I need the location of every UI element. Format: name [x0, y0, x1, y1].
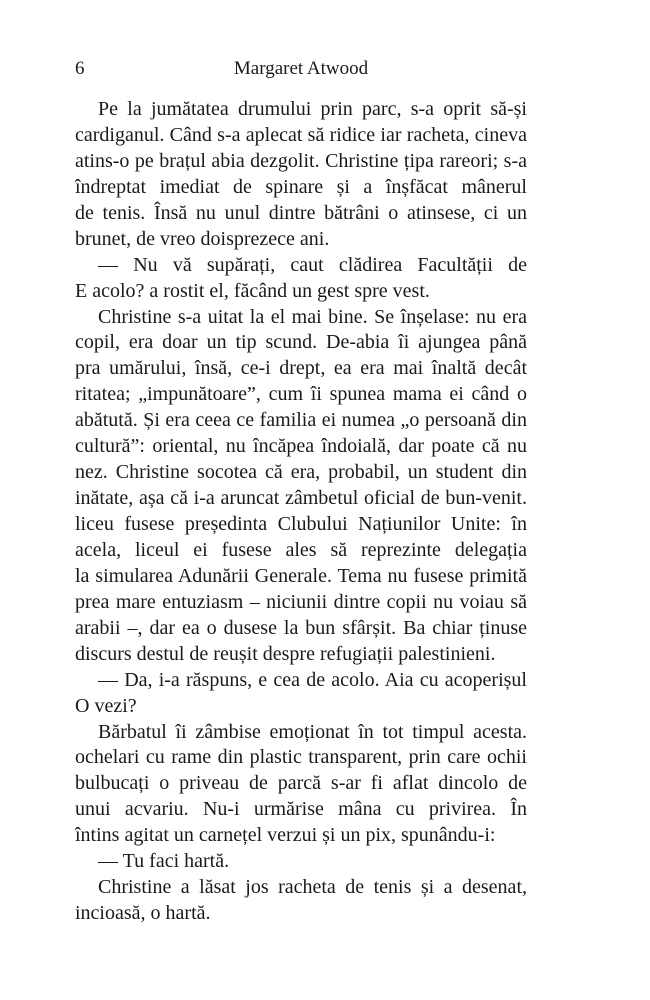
body-text	[75, 97, 527, 927]
text-line: întins agitat un carnețel verzui și un pix, spunându-i:	[75, 824, 496, 847]
text-line: arabii –, dar ea o dusese la bun sfârșit. Ba chiar ținuse	[75, 616, 527, 639]
text-line: inătate, așa că i-a aruncat zâmbetul oficial de bun-venit.	[75, 487, 527, 510]
text-line: cardiganul. Când s-a aplecat să ridice iar racheta, cineva	[75, 123, 527, 146]
text-line: bulbucați o priveau de parcă s-ar fi aflat dincolo de	[75, 772, 527, 795]
text-line: Christine a lăsat jos racheta de tenis și a desenat,	[98, 876, 527, 899]
text-line: nez. Christine socotea că era, probabil, un student din	[75, 461, 527, 484]
paragraph	[75, 305, 527, 668]
text-line: de tenis. Însă nu unul dintre bătrâni o atinsese, ci un	[75, 201, 527, 224]
text-line: acela, liceul ei fusese ales să reprezinte delegația	[75, 538, 527, 561]
text-line: unui acvariu. Nu-i urmărise mâna cu privirea. În	[75, 798, 527, 821]
text-line: — Tu faci hartă.	[98, 850, 230, 873]
text-line: Bărbatul îi zâmbise emoționat în tot timpul acesta.	[98, 720, 527, 743]
text-line: incioasă, o hartă.	[75, 902, 211, 925]
page-header	[75, 58, 527, 84]
text-line: îndreptat imediat de spinare și a înșfăcat mânerul	[75, 175, 527, 198]
text-line: abătută. Și era ceea ce familia ei numea „o persoană din	[75, 409, 527, 432]
text-line: pra umărului, însă, ce-i drept, ea era mai înaltă decât	[75, 357, 527, 380]
text-line: E acolo? a rostit el, făcând un gest spre vest.	[75, 279, 430, 302]
paragraph	[75, 253, 527, 305]
text-line: O vezi?	[75, 694, 137, 717]
paragraph	[75, 668, 527, 720]
text-line: ritatea; „impunătoare”, cum îi spunea mama ei când o	[75, 383, 527, 406]
text-line: Pe la jumătatea drumului prin parc, s-a oprit să-și	[98, 98, 527, 120]
text-line: la simularea Adunării Generale. Tema nu fusese primită	[75, 564, 527, 587]
text-line: atins-o pe brațul abia dezgolit. Christine țipa rareori; s-a	[75, 149, 527, 172]
text-line: Christine s-a uitat la el mai bine. Se înșelase: nu era	[98, 305, 527, 328]
text-line: brunet, de vreo doisprezece ani.	[75, 227, 330, 250]
text-line: discurs destul de reușit despre refugiații palestinieni.	[75, 642, 496, 665]
text-line: prea mare entuziasm – niciunii dintre copii nu voiau să	[75, 590, 527, 613]
text-line: copil, era doar un tip scund. De-abia îi ajungea până	[75, 331, 527, 354]
paragraph	[75, 97, 527, 253]
page-number: 6	[75, 58, 85, 79]
text-line: cultură”: oriental, nu încăpea îndoială, dar poate că nu	[75, 435, 527, 458]
text-line: — Da, i-a răspuns, e cea de acolo. Aia cu acoperișul	[98, 668, 527, 691]
text-line: liceu fusese președinta Clubului Națiunilor Unite: în	[75, 513, 527, 535]
paragraph	[75, 875, 527, 927]
paragraph	[75, 849, 527, 875]
text-line: — Nu vă supărați, caut clădirea Facultății de	[98, 253, 527, 276]
running-title: Margaret Atwood	[233, 58, 369, 79]
paragraph	[75, 720, 527, 850]
text-line: ochelari cu rame din plastic transparent, prin care ochii	[75, 746, 527, 769]
